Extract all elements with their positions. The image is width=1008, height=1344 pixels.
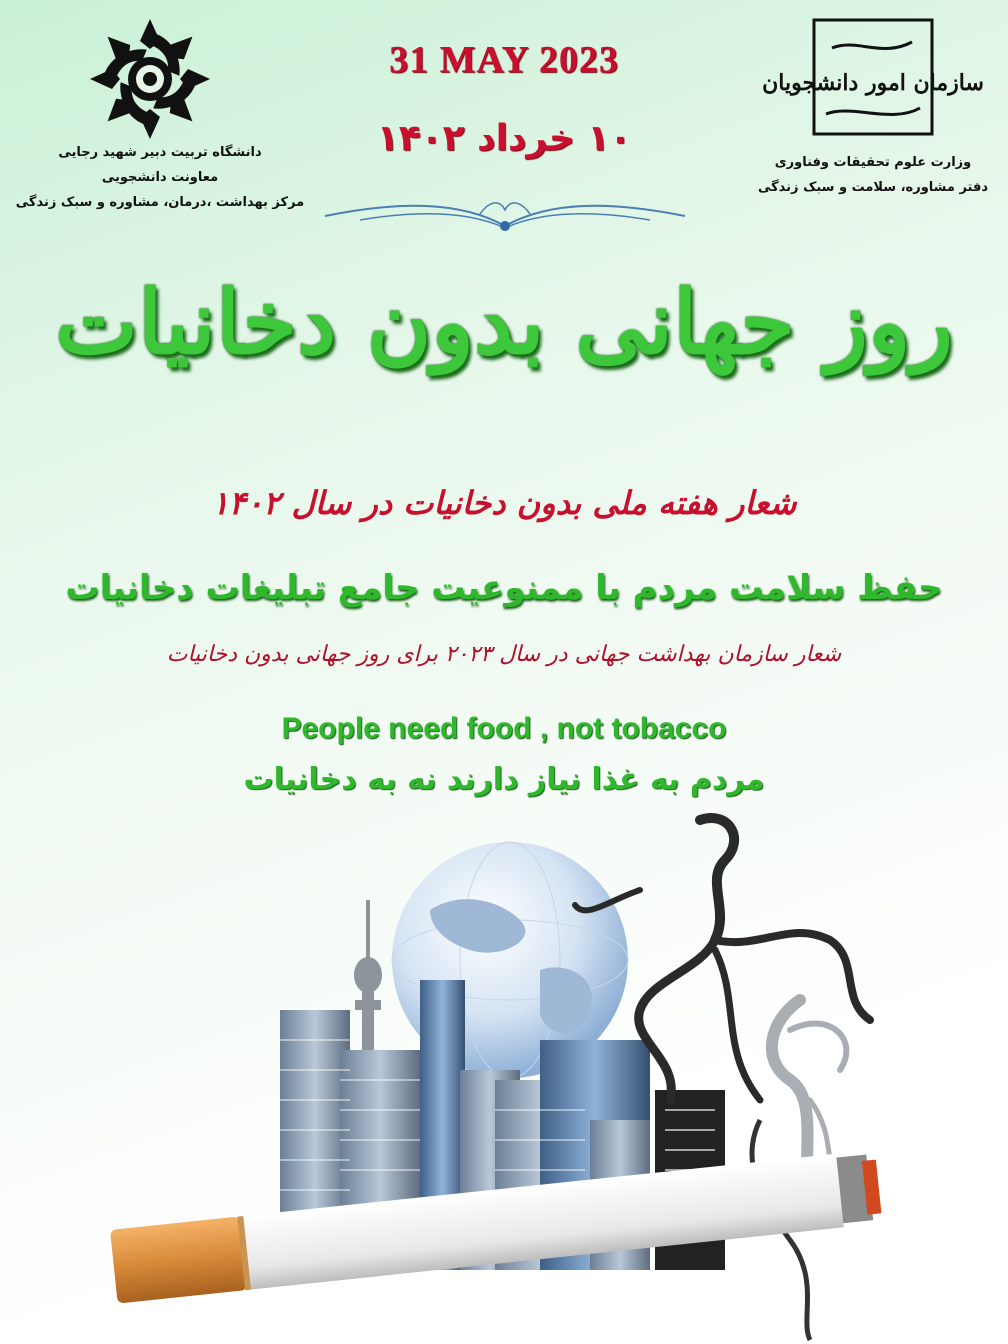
national-slogan: حفظ سلامت مردم با ممنوعیت جامع تبلیغات دخانیات <box>65 568 943 608</box>
university-star-logo-icon <box>85 14 215 144</box>
ornament-divider <box>320 196 690 236</box>
who-slogan-label: شعار سازمان بهداشت جهانی در سال ۲۰۲۳ برای روز جهانی بدون دخانیات <box>166 642 842 667</box>
student-affairs-calligraphy-logo-icon <box>762 18 984 136</box>
date-gregorian: 31 MAY 2023 <box>389 39 619 81</box>
who-slogan-english: People need food , not tobacco <box>281 712 727 745</box>
who-slogan-persian: مردم به غذا نیاز دارند نه به دخانیات <box>243 762 765 797</box>
right-logo-text: سازمان امور دانشجویان <box>762 70 984 96</box>
left-org-line-2: معاونت دانشجویی <box>101 170 219 185</box>
right-organization-block <box>738 150 1008 200</box>
cigarette-city-smoke-illustration <box>0 800 1008 1344</box>
national-slogan-label: شعار هفته ملی بدون دخانیات در سال ۱۴۰۲ <box>211 484 797 522</box>
left-organization-block <box>10 140 310 215</box>
main-title: روز جهانی بدون دخانیات <box>55 270 953 374</box>
right-org-line-1: وزارت علوم تحقیقات وفناوری <box>774 155 972 170</box>
date-persian: ۱۰ خرداد ۱۴۰۲ <box>376 118 632 159</box>
left-org-line-1: دانشگاه تربیت دبیر شهید رجایی <box>58 145 262 160</box>
right-org-line-2: دفتر مشاوره، سلامت و سبک زندگی <box>757 180 989 195</box>
left-org-line-3: مرکز بهداشت ،درمان، مشاوره و سبک زندگی <box>15 195 305 210</box>
